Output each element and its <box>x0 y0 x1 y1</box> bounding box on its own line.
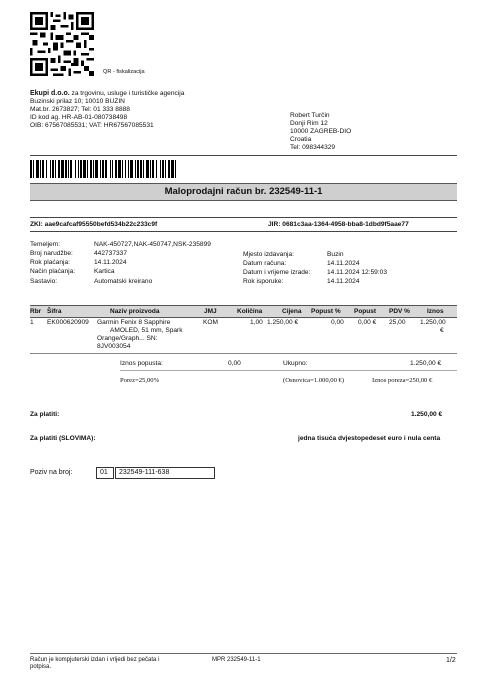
footer-note-line: Račun je kompjuterski izdan i vrijedi bez pečata i <box>30 657 160 663</box>
meta-label: Datum i vrijeme izrade: <box>243 269 311 276</box>
row-naziv-line: AMOLED, 51 mm, Spark <box>110 327 183 334</box>
meta-value: Buzin <box>327 251 344 258</box>
row-pdv: 25,00 <box>389 319 406 326</box>
row-naziv-line: Orange/Graph... SN: <box>97 335 158 342</box>
iznos-popusta-value: 0,00 <box>228 360 241 367</box>
buyer-info <box>290 112 440 152</box>
col-pdv: PDV % <box>389 308 410 315</box>
row-jmj: KOM <box>203 319 219 326</box>
zki-code: ZKI: aae9cafcaf95550befd534b22c233c9f <box>30 221 158 228</box>
col-iznos: Iznos <box>427 308 444 315</box>
header-divider <box>30 155 457 156</box>
col-popust: Popust <box>354 308 377 315</box>
seller-info <box>30 90 260 130</box>
seller-name-suffix: za trgovinu, usluge i turističke agencija <box>71 90 185 97</box>
buyer-city: 10000 ZAGREB-DIO <box>290 127 352 135</box>
seller-oib-vat: OIB: 67567085531; VAT: HR67567085531 <box>30 122 154 130</box>
meta-value: Kartica <box>94 268 115 275</box>
row-popust: 0,00 € <box>358 319 377 326</box>
footer-page-number: 1/2 <box>446 657 456 664</box>
meta-value: 14.11.2024 <box>94 259 127 266</box>
meta-value: 14.11.2024 12:59:03 <box>327 269 388 276</box>
qr-code <box>30 12 94 76</box>
ukupno-label: Ukupno: <box>283 360 308 367</box>
invoice-title: Maloprodajni račun br. 232549-11-1 <box>30 183 457 201</box>
za-platiti-value: 1.250,00 € <box>411 411 443 418</box>
buyer-name: Robert Turčin <box>290 112 330 119</box>
col-rbr: Rbr <box>30 308 42 315</box>
row-popust-pct: 0,00 <box>331 319 344 326</box>
row-iznos: 1.250,00 <box>420 319 446 326</box>
row-rbr: 1 <box>30 319 34 326</box>
row-iznos-currency: € <box>440 327 444 334</box>
col-jmj: JMJ <box>204 308 217 315</box>
buyer-country: Croatia <box>290 135 312 143</box>
qr-label: QR - fiskalizacija <box>103 69 145 75</box>
col-popust-pct: Popust % <box>311 308 341 315</box>
meta-value: 14.11.2024 <box>327 260 360 267</box>
row-cijena: 1.250,00 € <box>267 319 299 326</box>
meta-value: Automatski kreirano <box>94 278 153 285</box>
footer-note <box>30 657 159 671</box>
za-platiti-label: Za platiti: <box>30 411 60 418</box>
col-naziv: Naziv proizvoda <box>110 308 160 315</box>
meta-label: Datum računa: <box>243 260 287 267</box>
barcode <box>30 160 176 178</box>
table-header <box>30 305 457 318</box>
meta-label: Sastavio: <box>30 278 58 285</box>
footer-mpr: MPR 232549-11-1 <box>212 657 261 663</box>
meta-label: Mjesto izdavanja: <box>243 251 294 258</box>
seller-id-code: ID kod ag. HR-AB-01-080738498 <box>30 114 128 122</box>
seller-mb-tel: Mat.br. 2673827; Tel: 01 333 8888 <box>30 106 130 114</box>
meta-value: 442737337 <box>94 250 128 257</box>
buyer-street: Donji Rim 12 <box>290 119 328 127</box>
meta-label: Broj narudžbe: <box>30 250 73 257</box>
slovima-label: Za platiti (SLOVIMA): <box>30 435 96 442</box>
meta-label: Rok plaćanja: <box>30 259 70 266</box>
jir-code: JIR: 0681c3aa-1364-4958-bba8-1dbd9f5aae77 <box>268 221 409 228</box>
summary-divider <box>120 370 457 371</box>
footer-divider <box>30 653 457 654</box>
meta-label: Način plaćanja: <box>30 268 76 275</box>
zki-bottom-divider <box>30 231 457 232</box>
poziv-broj-box: 232549-111-638 <box>115 467 215 479</box>
osnovica-value: (Osnovica=1.000,00 €) <box>283 377 345 384</box>
poziv-label: Poziv na broj: <box>30 469 73 476</box>
col-sifra: Šifra <box>47 308 62 315</box>
zki-top-divider <box>30 217 457 218</box>
row-kolicina: 1,00 <box>250 319 263 326</box>
ukupno-value: 1.250,00 € <box>410 360 442 367</box>
iznos-poreza-value: Iznos poreza=250,00 € <box>372 377 433 384</box>
seller-name: Ekupi d.o.o. <box>30 90 70 97</box>
table-divider <box>30 353 457 354</box>
porez-label: Porez=25,00% <box>120 377 160 384</box>
col-kolicina: Količina <box>237 308 263 315</box>
footer-note-line: potpisa. <box>30 664 52 671</box>
meta-label: Rok isporuke: <box>243 278 284 285</box>
seller-address: Buzinski prilaz 10; 10010 BUZIN <box>30 98 125 106</box>
row-sifra: EK000620909 <box>47 319 89 326</box>
col-cijena: Cijena <box>282 308 302 315</box>
meta-label: Temeljem: <box>30 241 61 248</box>
row-naziv-line: Garmin Fenix 8 Sapphire <box>97 319 171 326</box>
buyer-tel: Tel: 098344329 <box>290 143 336 151</box>
iznos-popusta-label: Iznos popusta: <box>120 360 163 367</box>
slovima-value: jedna tisuća dvjestopedeset euro i nula centa <box>298 435 441 442</box>
row-naziv-line: 8JV003054 <box>97 343 131 350</box>
meta-value: 14.11.2024 <box>327 278 360 285</box>
meta-value: NAK-450727,NAK-450747,NSK-235899 <box>94 241 211 248</box>
poziv-model-box: 01 <box>96 467 114 479</box>
